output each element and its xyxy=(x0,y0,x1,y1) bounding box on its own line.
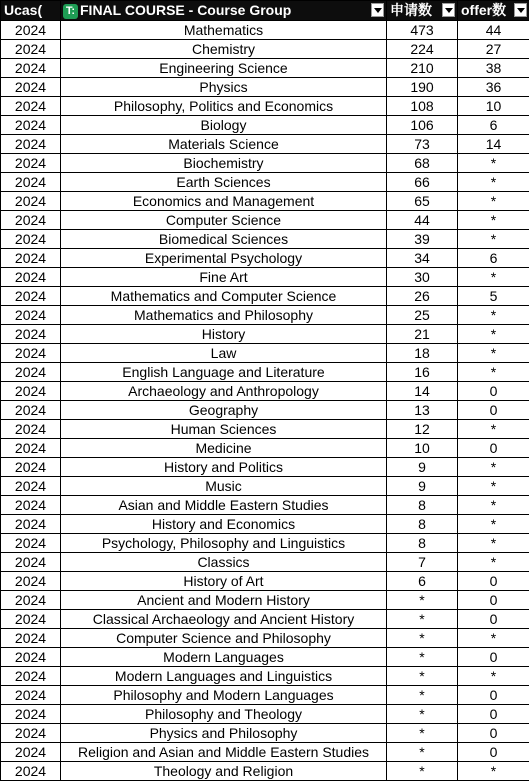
course-cell[interactable]: Engineering Science xyxy=(61,59,387,78)
offers-cell[interactable]: * xyxy=(458,211,529,230)
table-row[interactable] xyxy=(1,173,529,192)
year-cell[interactable]: 2024 xyxy=(1,78,61,97)
applications-cell[interactable]: 9 xyxy=(387,477,458,496)
year-cell[interactable]: 2024 xyxy=(1,591,61,610)
offers-cell[interactable]: 6 xyxy=(458,116,529,135)
table-body xyxy=(1,21,529,781)
course-cell[interactable]: Human Sciences xyxy=(61,420,387,439)
year-cell[interactable]: 2024 xyxy=(1,59,61,78)
offers-cell[interactable]: 14 xyxy=(458,135,529,154)
course-cell[interactable]: Mathematics xyxy=(61,21,387,40)
filter-dropdown-icon[interactable] xyxy=(371,3,384,17)
year-cell[interactable]: 2024 xyxy=(1,515,61,534)
offers-cell[interactable]: 0 xyxy=(458,591,529,610)
applications-cell[interactable]: 18 xyxy=(387,344,458,363)
year-cell[interactable]: 2024 xyxy=(1,116,61,135)
offers-cell[interactable]: 0 xyxy=(458,401,529,420)
offers-cell[interactable]: * xyxy=(458,420,529,439)
year-cell[interactable]: 2024 xyxy=(1,439,61,458)
year-cell[interactable]: 2024 xyxy=(1,648,61,667)
header-final-course-label: FINAL COURSE - Course Group xyxy=(80,2,291,18)
offers-cell[interactable]: 36 xyxy=(458,78,529,97)
offers-cell[interactable]: * xyxy=(458,363,529,382)
applications-cell[interactable]: 14 xyxy=(387,382,458,401)
table-row[interactable] xyxy=(1,762,529,781)
year-cell[interactable]: 2024 xyxy=(1,211,61,230)
applications-cell[interactable]: 12 xyxy=(387,420,458,439)
course-cell[interactable]: Archaeology and Anthropology xyxy=(61,382,387,401)
table-row[interactable] xyxy=(1,477,529,496)
filter-dropdown-icon[interactable] xyxy=(514,3,527,17)
applications-cell[interactable]: * xyxy=(387,648,458,667)
table-row[interactable] xyxy=(1,40,529,59)
table-row[interactable] xyxy=(1,515,529,534)
applications-cell[interactable]: 10 xyxy=(387,439,458,458)
table-row[interactable] xyxy=(1,629,529,648)
year-cell[interactable]: 2024 xyxy=(1,306,61,325)
year-cell[interactable]: 2024 xyxy=(1,743,61,762)
table-row[interactable] xyxy=(1,116,529,135)
table-row[interactable] xyxy=(1,496,529,515)
year-cell[interactable]: 2024 xyxy=(1,724,61,743)
offers-cell[interactable]: * xyxy=(458,477,529,496)
table-row[interactable] xyxy=(1,211,529,230)
table-row[interactable] xyxy=(1,59,529,78)
year-cell[interactable]: 2024 xyxy=(1,705,61,724)
offers-cell[interactable]: 0 xyxy=(458,724,529,743)
header-row xyxy=(1,1,529,21)
table-row[interactable] xyxy=(1,287,529,306)
applications-cell[interactable]: * xyxy=(387,591,458,610)
year-cell[interactable]: 2024 xyxy=(1,534,61,553)
course-cell[interactable]: Law xyxy=(61,344,387,363)
course-cell[interactable]: Mathematics and Computer Science xyxy=(61,287,387,306)
course-cell[interactable]: Biochemistry xyxy=(61,154,387,173)
year-cell[interactable]: 2024 xyxy=(1,610,61,629)
offers-cell[interactable]: 10 xyxy=(458,97,529,116)
year-cell[interactable]: 2024 xyxy=(1,420,61,439)
table-row[interactable] xyxy=(1,439,529,458)
course-cell[interactable]: Medicine xyxy=(61,439,387,458)
applications-cell[interactable]: 7 xyxy=(387,553,458,572)
offers-cell[interactable]: * xyxy=(458,344,529,363)
course-cell[interactable]: Computer Science and Philosophy xyxy=(61,629,387,648)
year-cell[interactable]: 2024 xyxy=(1,629,61,648)
course-cell[interactable]: Philosophy and Modern Languages xyxy=(61,686,387,705)
year-cell[interactable]: 2024 xyxy=(1,135,61,154)
table-row[interactable] xyxy=(1,420,529,439)
applications-cell[interactable]: * xyxy=(387,705,458,724)
applications-cell[interactable]: 44 xyxy=(387,211,458,230)
offers-cell[interactable]: * xyxy=(458,306,529,325)
applications-cell[interactable]: 13 xyxy=(387,401,458,420)
course-cell[interactable]: Materials Science xyxy=(61,135,387,154)
course-cell[interactable]: Earth Sciences xyxy=(61,173,387,192)
applications-cell[interactable]: 108 xyxy=(387,97,458,116)
course-cell[interactable]: Classics xyxy=(61,553,387,572)
year-cell[interactable]: 2024 xyxy=(1,382,61,401)
offers-cell[interactable]: 38 xyxy=(458,59,529,78)
year-cell[interactable]: 2024 xyxy=(1,477,61,496)
offers-cell[interactable]: 27 xyxy=(458,40,529,59)
offers-cell[interactable]: 5 xyxy=(458,287,529,306)
offers-cell[interactable]: 6 xyxy=(458,249,529,268)
applications-cell[interactable]: * xyxy=(387,724,458,743)
offers-cell[interactable]: * xyxy=(458,173,529,192)
applications-cell[interactable]: 8 xyxy=(387,496,458,515)
year-cell[interactable]: 2024 xyxy=(1,572,61,591)
table-row[interactable] xyxy=(1,648,529,667)
offers-cell[interactable]: 0 xyxy=(458,686,529,705)
offers-cell[interactable]: 44 xyxy=(458,21,529,40)
course-cell[interactable]: Computer Science xyxy=(61,211,387,230)
offers-cell[interactable]: * xyxy=(458,553,529,572)
applications-cell[interactable]: 21 xyxy=(387,325,458,344)
applications-cell[interactable]: 9 xyxy=(387,458,458,477)
year-cell[interactable]: 2024 xyxy=(1,363,61,382)
applications-cell[interactable]: 8 xyxy=(387,515,458,534)
year-cell[interactable]: 2024 xyxy=(1,762,61,781)
table-field-icon: T: xyxy=(63,4,78,19)
course-cell[interactable]: Chemistry xyxy=(61,40,387,59)
year-cell[interactable]: 2024 xyxy=(1,553,61,572)
applications-cell[interactable]: * xyxy=(387,629,458,648)
table-row[interactable] xyxy=(1,458,529,477)
table-row[interactable] xyxy=(1,363,529,382)
year-cell[interactable]: 2024 xyxy=(1,192,61,211)
year-cell[interactable]: 2024 xyxy=(1,97,61,116)
applications-cell[interactable]: 73 xyxy=(387,135,458,154)
offers-cell[interactable]: * xyxy=(458,268,529,287)
course-cell[interactable]: Fine Art xyxy=(61,268,387,287)
course-cell[interactable]: Modern Languages and Linguistics xyxy=(61,667,387,686)
header-ucas-label-tail: ( xyxy=(37,2,42,18)
course-cell[interactable]: Economics and Management xyxy=(61,192,387,211)
table-row[interactable] xyxy=(1,610,529,629)
table-row[interactable] xyxy=(1,591,529,610)
header-offers-label: offer数 xyxy=(458,2,506,18)
course-cell[interactable]: Theology and Religion xyxy=(61,762,387,781)
applications-cell[interactable]: 34 xyxy=(387,249,458,268)
course-cell[interactable]: Classical Archaeology and Ancient History xyxy=(61,610,387,629)
table-row[interactable] xyxy=(1,572,529,591)
table-row[interactable] xyxy=(1,230,529,249)
offers-cell[interactable]: * xyxy=(458,154,529,173)
course-cell[interactable]: Mathematics and Philosophy xyxy=(61,306,387,325)
applications-cell[interactable]: 25 xyxy=(387,306,458,325)
course-cell[interactable]: Music xyxy=(61,477,387,496)
applications-cell[interactable]: 39 xyxy=(387,230,458,249)
applications-cell[interactable]: 66 xyxy=(387,173,458,192)
course-cell[interactable]: Modern Languages xyxy=(61,648,387,667)
course-cell[interactable]: History of Art xyxy=(61,572,387,591)
offers-cell[interactable]: * xyxy=(458,325,529,344)
table-row[interactable] xyxy=(1,667,529,686)
table-row[interactable] xyxy=(1,154,529,173)
offers-cell[interactable]: * xyxy=(458,515,529,534)
applications-cell[interactable]: * xyxy=(387,667,458,686)
course-cell[interactable]: Ancient and Modern History xyxy=(61,591,387,610)
year-cell[interactable]: 2024 xyxy=(1,21,61,40)
table-row[interactable] xyxy=(1,401,529,420)
course-cell[interactable]: Physics and Philosophy xyxy=(61,724,387,743)
year-cell[interactable]: 2024 xyxy=(1,667,61,686)
applications-cell[interactable]: * xyxy=(387,762,458,781)
offers-cell[interactable]: * xyxy=(458,534,529,553)
header-ucas-year[interactable] xyxy=(1,1,61,21)
applications-cell[interactable]: 30 xyxy=(387,268,458,287)
table-row[interactable] xyxy=(1,534,529,553)
course-cell[interactable]: Asian and Middle Eastern Studies xyxy=(61,496,387,515)
table-row[interactable] xyxy=(1,268,529,287)
year-cell[interactable]: 2024 xyxy=(1,40,61,59)
table-row[interactable] xyxy=(1,705,529,724)
offers-cell[interactable]: * xyxy=(458,230,529,249)
year-cell[interactable]: 2024 xyxy=(1,325,61,344)
course-cell[interactable]: Religion and Asian and Middle Eastern Studies xyxy=(61,743,387,762)
table-row[interactable] xyxy=(1,78,529,97)
applications-cell[interactable]: * xyxy=(387,686,458,705)
course-cell[interactable]: Physics xyxy=(61,78,387,97)
header-applications-label: 申请数 xyxy=(387,2,432,18)
course-cell[interactable]: Experimental Psychology xyxy=(61,249,387,268)
year-cell[interactable]: 2024 xyxy=(1,154,61,173)
course-cell[interactable]: Philosophy and Theology xyxy=(61,705,387,724)
course-cell[interactable]: Biomedical Sciences xyxy=(61,230,387,249)
table-row[interactable] xyxy=(1,686,529,705)
header-final-course[interactable] xyxy=(61,1,387,21)
year-cell[interactable]: 2024 xyxy=(1,344,61,363)
year-cell[interactable]: 2024 xyxy=(1,686,61,705)
offers-cell[interactable]: * xyxy=(458,629,529,648)
applications-cell[interactable]: 190 xyxy=(387,78,458,97)
year-cell[interactable]: 2024 xyxy=(1,401,61,420)
offers-cell[interactable]: * xyxy=(458,458,529,477)
table-row[interactable] xyxy=(1,21,529,40)
applications-cell[interactable]: 65 xyxy=(387,192,458,211)
header-offers[interactable] xyxy=(458,1,529,21)
table-row[interactable] xyxy=(1,135,529,154)
filter-dropdown-icon[interactable] xyxy=(442,3,455,17)
offers-cell[interactable]: 0 xyxy=(458,648,529,667)
applications-cell[interactable]: 473 xyxy=(387,21,458,40)
table-row[interactable] xyxy=(1,382,529,401)
table-row[interactable] xyxy=(1,192,529,211)
applications-cell[interactable]: 16 xyxy=(387,363,458,382)
course-cell[interactable]: Philosophy, Politics and Economics xyxy=(61,97,387,116)
year-cell[interactable]: 2024 xyxy=(1,230,61,249)
applications-cell[interactable]: 210 xyxy=(387,59,458,78)
table-row[interactable] xyxy=(1,325,529,344)
offers-cell[interactable]: 0 xyxy=(458,439,529,458)
applications-cell[interactable]: 224 xyxy=(387,40,458,59)
applications-cell[interactable]: * xyxy=(387,743,458,762)
course-cell[interactable]: English Language and Literature xyxy=(61,363,387,382)
applications-cell[interactable]: 8 xyxy=(387,534,458,553)
header-ucas-label: Ucas xyxy=(1,2,37,18)
table-row[interactable] xyxy=(1,553,529,572)
offers-cell[interactable]: * xyxy=(458,667,529,686)
offers-cell[interactable]: * xyxy=(458,762,529,781)
offers-cell[interactable]: 0 xyxy=(458,572,529,591)
year-cell[interactable]: 2024 xyxy=(1,287,61,306)
course-cell[interactable]: Biology xyxy=(61,116,387,135)
applications-cell[interactable]: * xyxy=(387,610,458,629)
applications-cell[interactable]: 26 xyxy=(387,287,458,306)
offers-cell[interactable]: 0 xyxy=(458,743,529,762)
table-row[interactable] xyxy=(1,344,529,363)
applications-cell[interactable]: 6 xyxy=(387,572,458,591)
table-row[interactable] xyxy=(1,743,529,762)
course-cell[interactable]: Geography xyxy=(61,401,387,420)
offers-cell[interactable]: * xyxy=(458,192,529,211)
course-cell[interactable]: History xyxy=(61,325,387,344)
applications-cell[interactable]: 106 xyxy=(387,116,458,135)
offers-cell[interactable]: * xyxy=(458,496,529,515)
offers-cell[interactable]: 0 xyxy=(458,382,529,401)
course-cell[interactable]: History and Economics xyxy=(61,515,387,534)
year-cell[interactable]: 2024 xyxy=(1,249,61,268)
year-cell[interactable]: 2024 xyxy=(1,268,61,287)
offers-cell[interactable]: 0 xyxy=(458,705,529,724)
table-row[interactable] xyxy=(1,97,529,116)
year-cell[interactable]: 2024 xyxy=(1,458,61,477)
year-cell[interactable]: 2024 xyxy=(1,496,61,515)
table-row[interactable] xyxy=(1,249,529,268)
course-cell[interactable]: History and Politics xyxy=(61,458,387,477)
table-row[interactable] xyxy=(1,306,529,325)
table-row[interactable] xyxy=(1,724,529,743)
course-cell[interactable]: Psychology, Philosophy and Linguistics xyxy=(61,534,387,553)
applications-cell[interactable]: 68 xyxy=(387,154,458,173)
header-applications[interactable] xyxy=(387,1,458,21)
offers-cell[interactable]: 0 xyxy=(458,610,529,629)
year-cell[interactable]: 2024 xyxy=(1,173,61,192)
